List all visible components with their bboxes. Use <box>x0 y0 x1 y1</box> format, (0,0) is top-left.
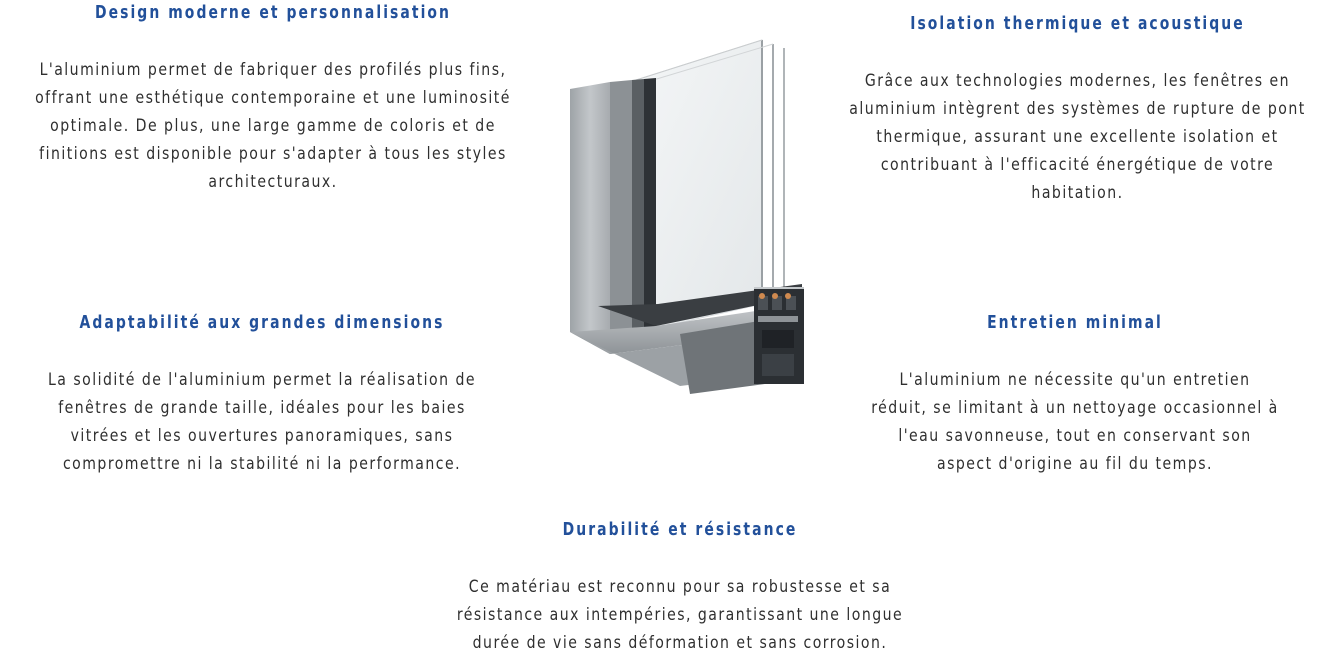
feature-isolation-text: Grâce aux technologies modernes, les fenêtres en aluminium intègrent des systèmes de rupture de pont thermique, assurant une excellente isolation et contribuant à l'efficacité énergétique de votre habitation. <box>849 71 1306 203</box>
aluminium-window-profile-image <box>540 34 818 406</box>
feature-durabilite <box>380 517 980 657</box>
feature-entretien-text: L'aluminium ne nécessite qu'un entretien réduit, se limitant à un nettoyage occasionnel à l'eau savonneuse, tout en conservant son aspect d'origine au fil du temps. <box>871 370 1279 474</box>
feature-entretien <box>812 310 1337 478</box>
feature-isolation <box>818 11 1337 207</box>
feature-design <box>0 0 546 196</box>
feature-adaptabilite-title: Adaptabilité aux grandes dimensions <box>79 312 445 333</box>
feature-durabilite-title: Durabilité et résistance <box>562 519 798 540</box>
feature-entretien-title: Entretien minimal <box>987 312 1163 333</box>
feature-durabilite-text: Ce matériau est reconnu pour sa robustesse et sa résistance aux intempéries, garantissant une longue durée de vie sans déformation et sans corrosion. <box>456 577 904 653</box>
feature-adaptabilite <box>0 310 524 478</box>
feature-design-text: L'aluminium permet de fabriquer des profilés plus fins, offrant une esthétique contemporaine et une luminosité optimale. De plus, une large gamme de coloris et de finitions est disponible pour s'adapter à tous les styles architecturaux. <box>35 60 511 192</box>
feature-adaptabilite-text: La solidité de l'aluminium permet la réalisation de fenêtres de grande taille, idéales pour les baies vitrées et les ouvertures panoramiques, sans compromettre ni la stabilité ni la performance. <box>47 370 477 474</box>
feature-design-title: Design moderne et personnalisation <box>94 2 452 23</box>
feature-isolation-title: Isolation thermique et acoustique <box>910 13 1245 34</box>
